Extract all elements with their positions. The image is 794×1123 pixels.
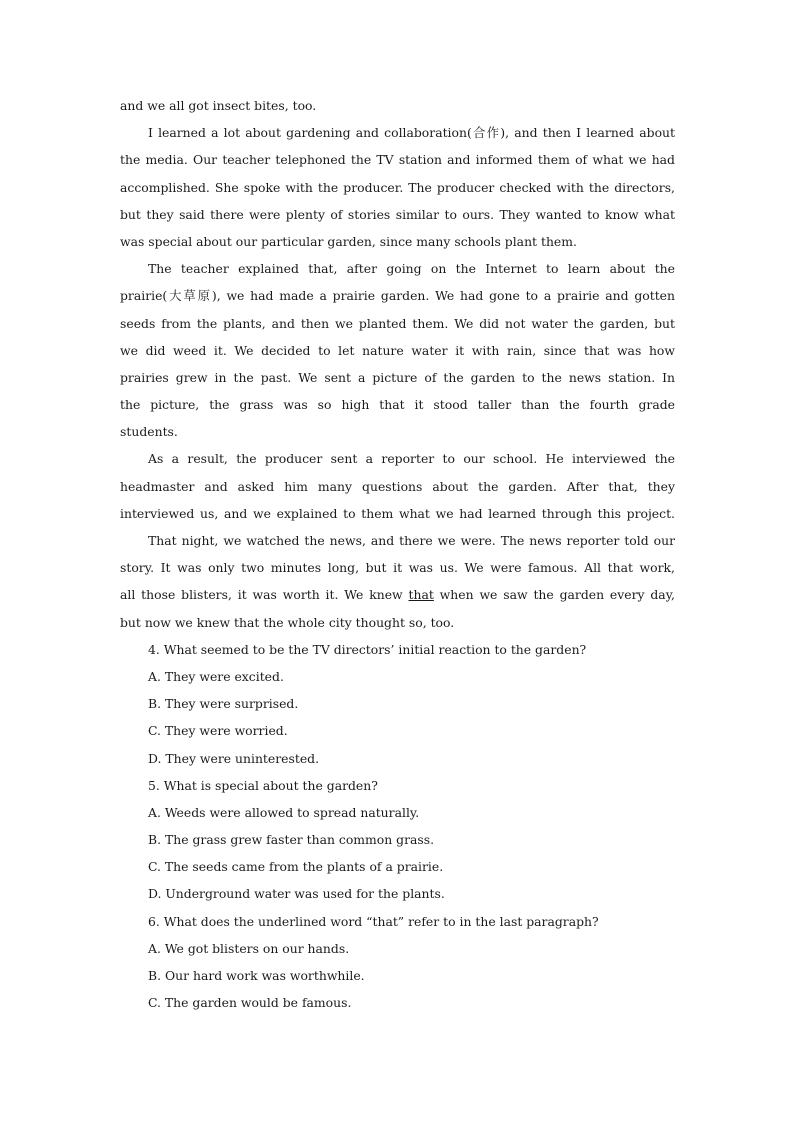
paragraph-4-line-1: story. It was only two minutes long, but it was us. We were famous. All that work,	[120, 560, 675, 576]
paragraph-1-line-1: the media. Our teacher telephoned the TV station and informed them of what we had	[120, 152, 675, 168]
question-5-option-a: A. Weeds were allowed to spread naturally.	[148, 804, 420, 820]
paragraph-3-line-2: interviewed us, and we explained to them what we had learned through this project.	[120, 505, 675, 521]
question-6-option-b: B. Our hard work was worthwhile.	[148, 968, 365, 983]
question-4-option-b: B. They were surprised.	[148, 696, 299, 712]
question-6-stem: 6. What does the underlined word “that” refer to in the last paragraph?	[148, 913, 599, 929]
paragraph-2-line-0: The teacher explained that, after going on the Internet to learn about the	[148, 261, 675, 277]
paragraph-4-line-0: That night, we watched the news, and there we were. The news reporter told our	[148, 533, 675, 548]
paragraph-2-line-5: the picture, the grass was so high that it stood taller than the fourth grade	[120, 397, 675, 413]
question-4-option-c: C. They were worried.	[148, 723, 288, 739]
paragraph-4-line-2-end: when we saw the garden every day,	[433, 587, 675, 603]
paragraph-2-line-1: prairie(大草原), we had made a prairie garden. We had gone to a prairie and gotten	[120, 288, 675, 304]
question-5-stem: 5. What is special about the garden?	[148, 777, 378, 793]
question-5-option-c: C. The seeds came from the plants of a prairie.	[148, 859, 444, 875]
question-4-option-a: A. They were excited.	[148, 668, 284, 684]
paragraph-2-line-2: seeds from the plants, and then we planted them. We did not water the garden, but	[120, 315, 675, 331]
question-4-stem: 4. What seemed to be the TV directors’ initial reaction to the garden?	[148, 641, 587, 657]
document-page	[120, 92, 675, 1016]
question-4-option-d: D. They were uninterested.	[148, 750, 320, 766]
paragraph-1-line-4: was special about our particular garden, since many schools plant them.	[120, 233, 577, 249]
question-5-option-d: D. Underground water was used for the plants.	[148, 886, 445, 902]
paragraph-1-line-2: accomplished. She spoke with the producer. The producer checked with the directors,	[120, 179, 675, 195]
question-6-option-a: A. We got blisters on our hands.	[148, 940, 350, 956]
paragraph-2-line-4: prairies grew in the past. We sent a picture of the garden to the news station. In	[120, 369, 675, 385]
paragraph-4-line-2-start: all those blisters, it was worth it. We knew	[120, 587, 409, 603]
question-5-option-b: B. The grass grew faster than common grass.	[148, 832, 435, 848]
paragraph-1-line-3: but they said there were plenty of stories similar to ours. They wanted to know what	[120, 206, 675, 222]
paragraph-0-line-0: and we all got insect bites, too.	[120, 98, 317, 113]
underlined-word-that: that	[408, 587, 434, 603]
paragraph-1-line-0: I learned a lot about gardening and collaboration(合作), and then I learned about	[148, 125, 675, 141]
paragraph-3-line-1: headmaster and asked him many questions about the garden. After that, they	[120, 478, 675, 494]
question-6-option-c: C. The garden would be famous.	[148, 995, 352, 1011]
paragraph-4-line-3: but now we knew that the whole city thought so, too.	[120, 614, 455, 630]
paragraph-2-line-6: students.	[120, 424, 178, 440]
paragraph-4-line-2	[120, 581, 675, 608]
paragraph-2-line-3: we did weed it. We decided to let nature water it with rain, since that was how	[120, 342, 675, 358]
paragraph-3-line-0: As a result, the producer sent a reporter to our school. He interviewed the	[148, 451, 675, 467]
